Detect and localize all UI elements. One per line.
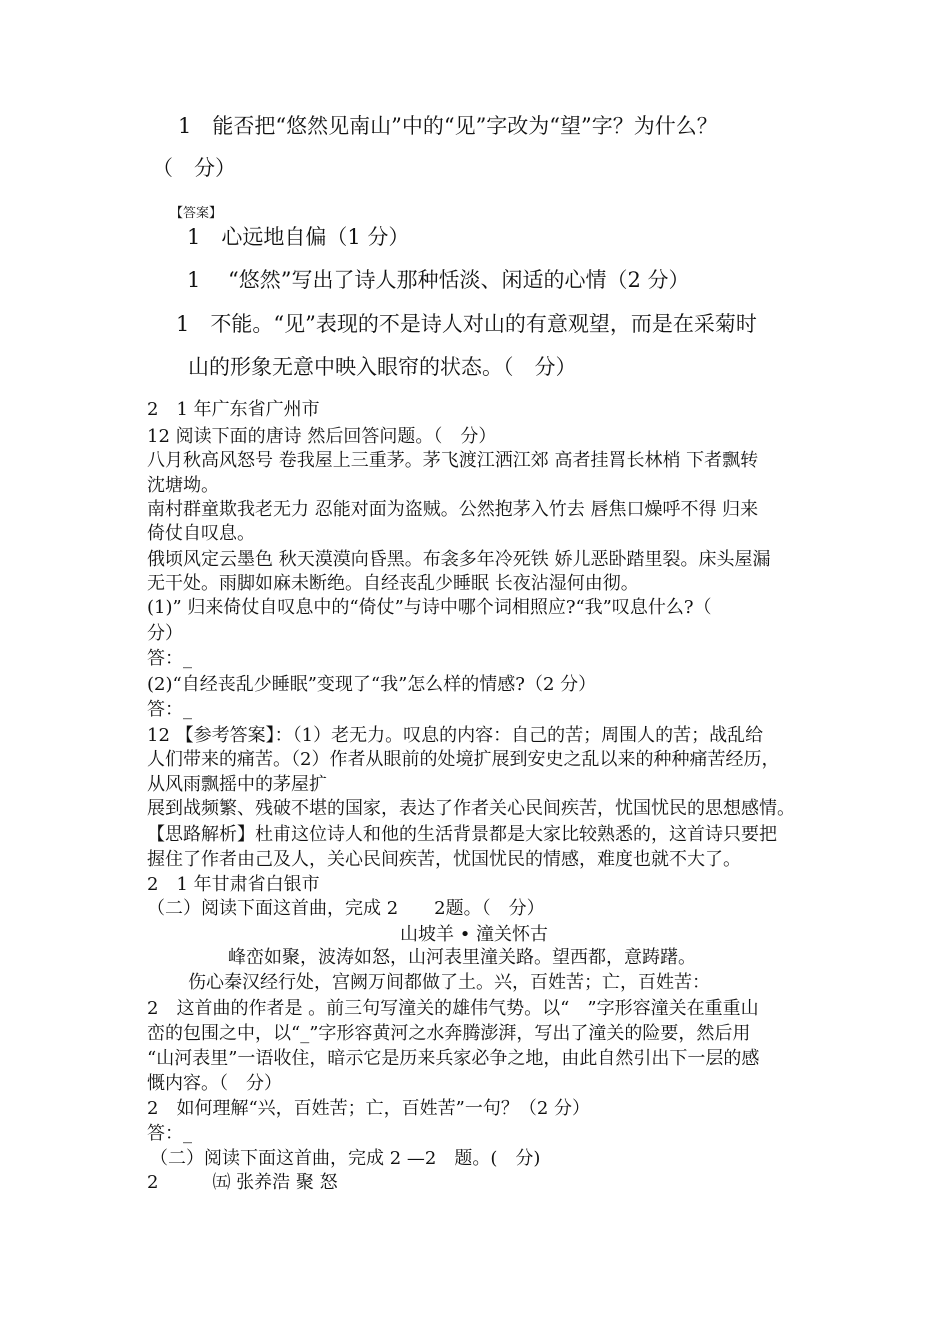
poem-title: 山坡羊 • 潼关怀古 [400, 924, 549, 945]
body-line: 2 这首曲的作者是 。前三句写潼关的雄伟气势。以“ ”字形容潼关在重重山 [147, 998, 759, 1019]
answer-label: 【答案】 [170, 206, 223, 221]
body-line: 答：_ [147, 648, 192, 669]
body-line: 展到战频繁、残破不堪的国家，表达了作者关心民间疾苦，忧国忧民的思想感情。 [147, 798, 795, 819]
answer-3-line1: 1 不能。“见”表现的不是诗人对山的有意观望，而是在采菊时 [176, 312, 757, 336]
body-line: 2 如何理解“兴，百姓苦；亡，百姓苦”一句？（2 分） [147, 1098, 591, 1119]
answer-2: 1 “悠然”写出了诗人那种恬淡、闲适的心情（2 分） [187, 268, 690, 292]
body-line: 倚仗自叹息。 [147, 523, 255, 544]
question-text: 1 能否把“悠然见南山”中的“见”字改为“望”字？为什么？ [178, 114, 718, 138]
body-line: 【思路解析】杜甫这位诗人和他的生活背景都是大家比较熟悉的，这首诗只要把 [147, 824, 777, 845]
body-line: (1)” 归来倚仗自叹息中的“倚仗”与诗中哪个词相照应?“我”叹息什么?（ [147, 597, 712, 618]
body-line: 峰峦如聚，波涛如怒，山河表里潼关路。望西都，意踌躇。 [228, 947, 696, 968]
body-line: 无干处。雨脚如麻未断绝。自经丧乱少睡眠 长夜沾湿何由彻。 [147, 573, 639, 594]
body-line: 沈塘坳。 [147, 475, 219, 496]
body-line: 峦的包围之中，以“_”字形容黄河之水奔腾澎湃，写出了潼关的险要，然后用 [147, 1023, 751, 1044]
body-line: （二）阅读下面这首曲，完成 2 2题。（ 分） [147, 898, 545, 919]
body-line: 从风雨飘摇中的茅屋扩 [147, 774, 327, 795]
body-line: 答：_ [147, 1123, 192, 1144]
body-line: (2)“自经丧乱少睡眠”变现了“我”怎么样的情感?（2 分） [147, 674, 597, 695]
body-line: 答：_ [147, 699, 192, 720]
body-line: 12 【参考答案】：（1）老无力。叹息的内容：自己的苦；周围人的苦；战乱给 [147, 725, 764, 746]
body-line: 伤心秦汉经行处，宫阙万间都做了土。兴，百姓苦；亡，百姓苦： [188, 972, 710, 993]
body-line: 12 阅读下面的唐诗 然后回答问题。（ 分） [147, 426, 497, 447]
body-line: 人们带来的痛苦。（2）作者从眼前的处境扩展到安史之乱以来的种种痛苦经历， [147, 749, 780, 770]
answer-3-line2: 山的形象无意中映入眼帘的状态。（ 分） [188, 355, 577, 379]
answer-1: 1 心远地自偏（1 分） [187, 225, 410, 249]
body-line: 2 1 年广东省广州市 [147, 399, 320, 420]
body-line: 分） [147, 623, 183, 644]
body-line: 握住了作者由己及人，关心民间疾苦，忧国忧民的情感，难度也就不大了。 [147, 849, 741, 870]
body-line: 慨内容。（ 分） [147, 1073, 282, 1094]
body-line: 2 1 年甘肃省白银市 [147, 874, 320, 895]
body-line: 八月秋高风怒号 卷我屋上三重茅。茅飞渡江洒江郊 高者挂罥长林梢 下者飘转 [147, 450, 759, 471]
question-score: （ 分） [152, 156, 236, 180]
body-line: “山河表里”一语收住，暗示它是历来兵家必争之地，由此自然引出下一层的感 [147, 1048, 760, 1069]
body-line: 2 ㈤ 张养浩 聚 怒 [147, 1172, 338, 1193]
body-line: 俄顷风定云墨色 秋天漠漠向昏黑。布衾多年冷死铁 娇儿恶卧踏里裂。床头屋漏 [147, 549, 771, 570]
body-line: 南村群童欺我老无力 忍能对面为盗贼。公然抱茅入竹去 唇焦口燥呼不得 归来 [147, 499, 759, 520]
body-line: （二）阅读下面这首曲，完成 2 —2 题。( 分) [150, 1148, 541, 1169]
